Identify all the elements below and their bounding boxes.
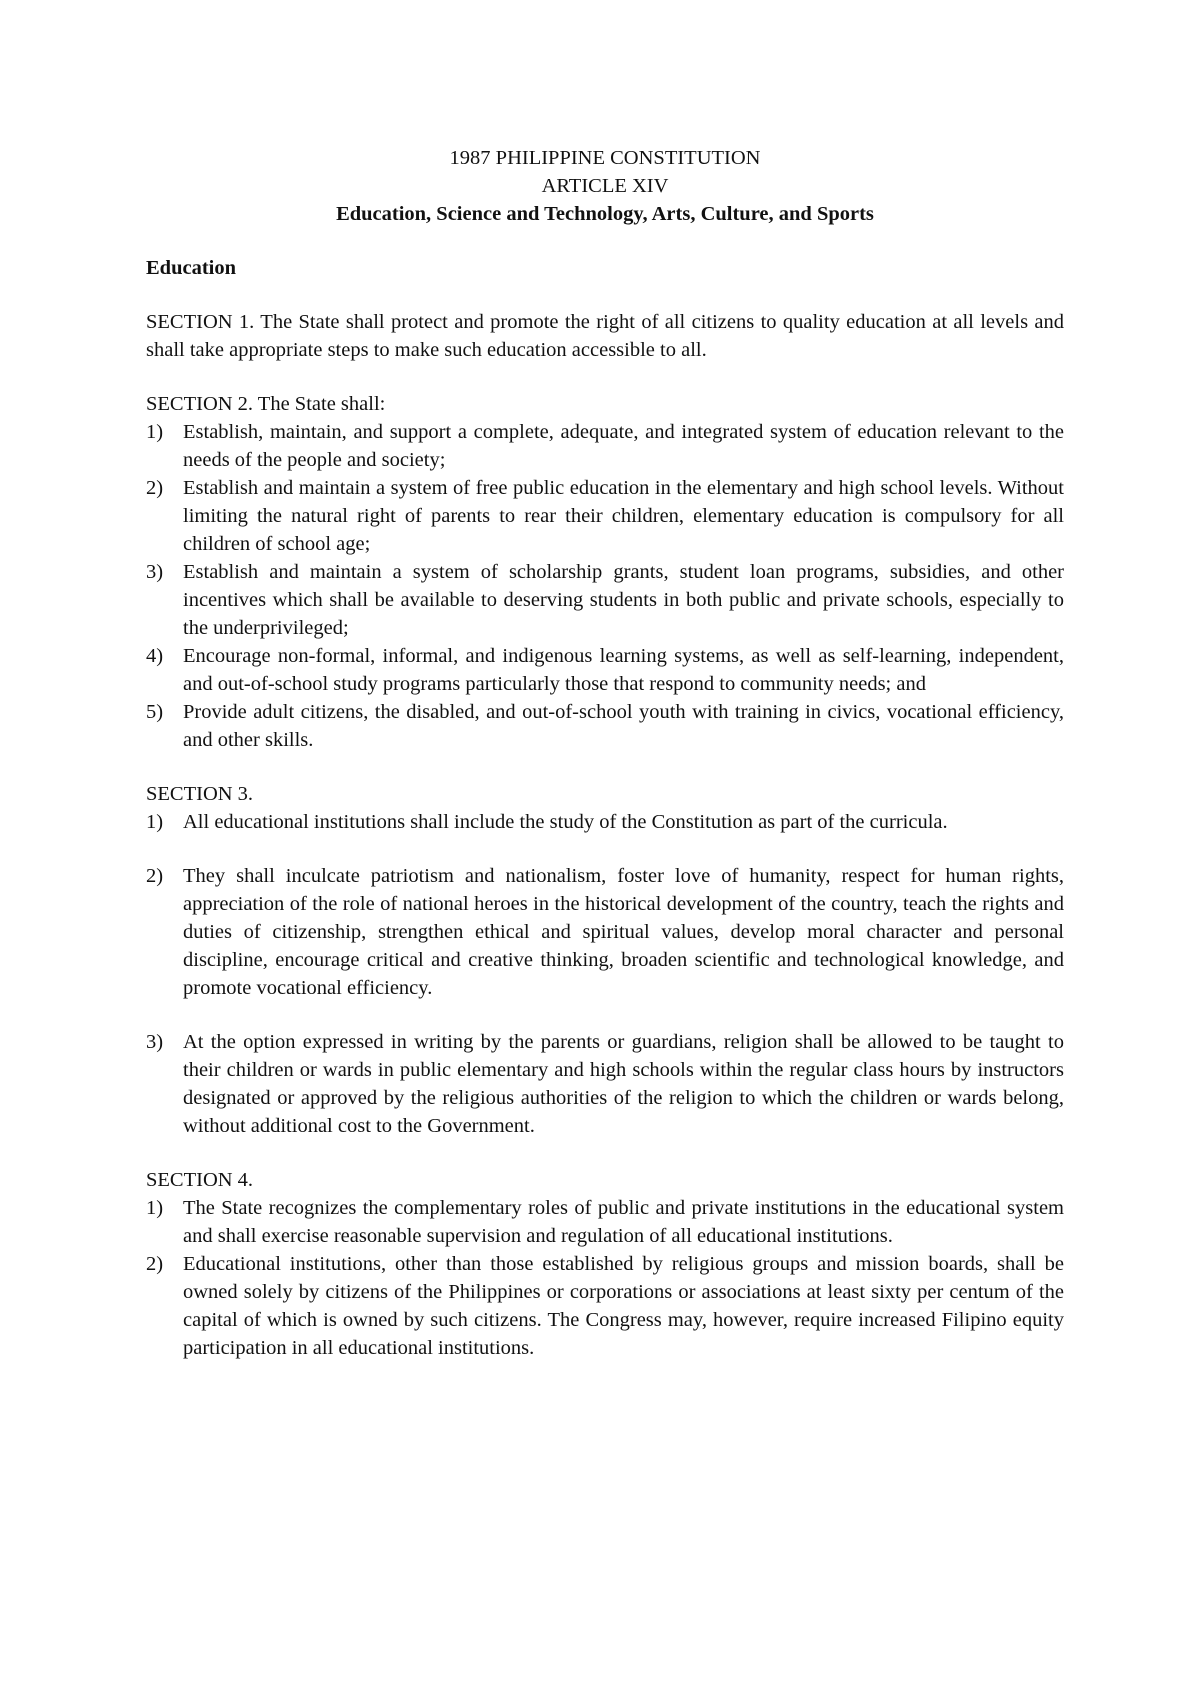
section-2 bbox=[146, 390, 1064, 754]
list-item bbox=[146, 418, 1064, 474]
document-title: 1987 PHILIPPINE CONSTITUTION bbox=[449, 147, 761, 169]
section-heading-education: Education bbox=[146, 257, 236, 279]
list-item bbox=[146, 558, 1064, 642]
title-block bbox=[146, 144, 1064, 228]
article-subtitle: Education, Science and Technology, Arts, Culture, and Sports bbox=[336, 203, 874, 225]
section-4 bbox=[146, 1166, 1064, 1362]
item-text: Establish and maintain a system of scholarship grants, student loan programs, subsidies, and other incentives which shall be available to deserving students in both public and private schools, especially to the underprivileged; bbox=[183, 561, 1064, 639]
section-3 bbox=[146, 780, 1064, 1140]
item-text: Establish and maintain a system of free public education in the elementary and high school levels. Without limiting the natural right of parents to rear their children, elementary education is compulsory for all children of school age; bbox=[183, 477, 1064, 555]
item-text: Educational institutions, other than those established by religious groups and mission boards, shall be owned solely by citizens of the Philippines or corporations or associations at least sixty per centum of the capital of which is owned by such citizens. The Congress may, however, require increased Filipino equity participation in all educational institutions. bbox=[183, 1253, 1064, 1359]
section-3-list bbox=[146, 808, 1064, 1140]
list-item bbox=[146, 808, 1064, 836]
item-text: The State recognizes the complementary roles of public and private institutions in the educational system and shall exercise reasonable supervision and regulation of all educational institutions. bbox=[183, 1197, 1064, 1247]
item-text: Encourage non-formal, informal, and indigenous learning systems, as well as self-learning, independent, and out-of-school study programs particularly those that respond to community needs; and bbox=[183, 645, 1064, 695]
list-item bbox=[146, 1250, 1064, 1362]
section-3-label: SECTION 3. bbox=[146, 783, 254, 805]
list-item bbox=[146, 1028, 1064, 1140]
item-number: 2) bbox=[146, 865, 164, 887]
item-number: 2) bbox=[146, 477, 164, 499]
item-number: 3) bbox=[146, 1031, 164, 1053]
item-number: 1) bbox=[146, 1197, 164, 1219]
section-1 bbox=[146, 308, 1064, 364]
list-item bbox=[146, 698, 1064, 754]
item-text: They shall inculcate patriotism and nationalism, foster love of humanity, respect for human rights, appreciation of the role of national heroes in the historical development of the country, teach the rights and duties of citizenship, strengthen ethical and spiritual values, develop moral character and personal discipline, encourage critical and creative thinking, broaden scientific and technological knowledge, and promote vocational efficiency. bbox=[183, 865, 1064, 999]
item-number: 2) bbox=[146, 1253, 164, 1275]
item-text: Provide adult citizens, the disabled, and out-of-school youth with training in civics, vocational efficiency, and other skills. bbox=[183, 701, 1064, 751]
list-item bbox=[146, 474, 1064, 558]
item-number: 3) bbox=[146, 561, 164, 583]
item-number: 1) bbox=[146, 811, 164, 833]
list-item bbox=[146, 862, 1064, 1002]
section-1-label: SECTION 1. bbox=[146, 311, 255, 333]
item-text: Establish, maintain, and support a complete, adequate, and integrated system of education relevant to the needs of the people and society; bbox=[183, 421, 1064, 471]
article-number: ARTICLE XIV bbox=[541, 175, 669, 197]
section-1-text: The State shall protect and promote the right of all citizens to quality education at all levels and shall take appropriate steps to make such education accessible to all. bbox=[146, 311, 1064, 361]
item-number: 5) bbox=[146, 701, 164, 723]
item-text: At the option expressed in writing by the parents or guardians, religion shall be allowed to be taught to their children or wards in public elementary and high schools within the regular class hours by instructors designated or approved by the religious authorities of the religion to which the children or wards belong, without additional cost to the Government. bbox=[183, 1031, 1064, 1137]
section-2-list bbox=[146, 418, 1064, 754]
item-text: All educational institutions shall include the study of the Constitution as part of the curricula. bbox=[183, 811, 948, 833]
section-4-label: SECTION 4. bbox=[146, 1169, 254, 1191]
section-2-label: SECTION 2. The State shall: bbox=[146, 393, 386, 415]
item-number: 1) bbox=[146, 421, 164, 443]
item-number: 4) bbox=[146, 645, 164, 667]
list-item bbox=[146, 1194, 1064, 1250]
list-item bbox=[146, 642, 1064, 698]
section-4-list bbox=[146, 1194, 1064, 1362]
